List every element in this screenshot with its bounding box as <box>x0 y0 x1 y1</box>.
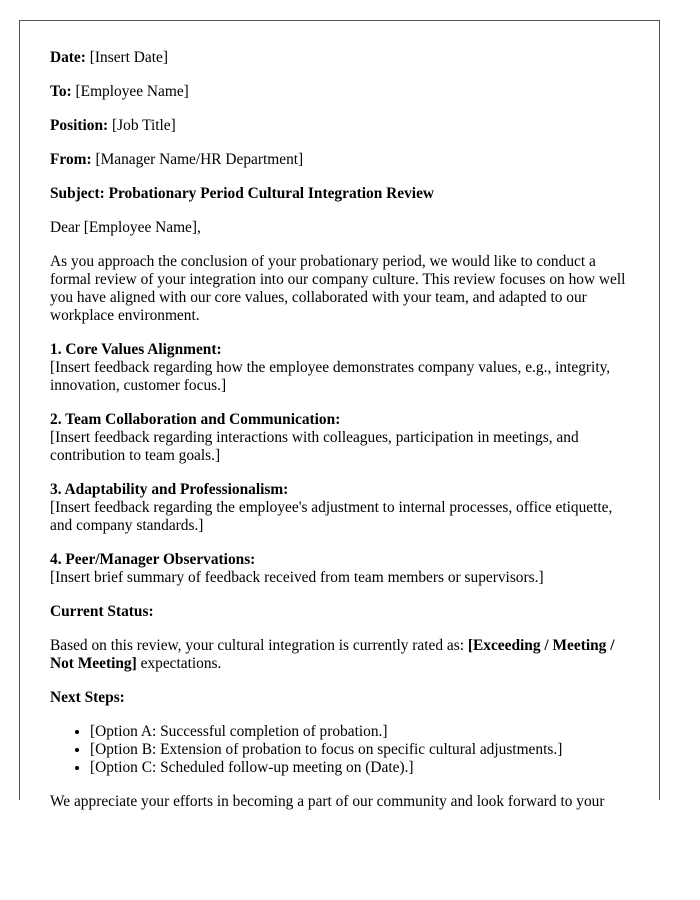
to-label: To: <box>50 83 72 100</box>
status-rating: [Exceeding / Meeting / Not Meeting] <box>50 637 615 672</box>
section-heading: 4. Peer/Manager Observations: <box>50 551 256 568</box>
current-status-text <box>50 637 635 673</box>
current-status-heading <box>50 603 635 621</box>
to-line <box>50 83 635 101</box>
date-label: Date: <box>50 49 86 66</box>
position-line <box>50 117 635 135</box>
intro-paragraph: As you approach the conclusion of your probationary period, we would like to conduct a formal review of your integration into our company culture. This review focuses on how well you have aligned with our core values, collaborated with your team, and adapted to our workplace environment. <box>50 253 626 324</box>
greeting: Dear [Employee Name], <box>50 219 201 236</box>
position-value: [Job Title] <box>112 117 176 134</box>
from-label: From: <box>50 151 92 168</box>
next-step-option-b: • [Option B: Extension of probation to focus on specific cultural adjustments.] <box>90 741 635 759</box>
subject-line <box>50 185 635 203</box>
status-prefix: Based on this review, your cultural integration is currently rated as: <box>50 637 468 654</box>
next-step-option-c: • [Option C: Scheduled follow-up meeting on (Date).] <box>90 759 635 777</box>
status-suffix: expectations. <box>136 655 222 672</box>
from-value: [Manager Name/HR Department] <box>95 151 304 168</box>
next-steps-list <box>50 723 635 777</box>
section-body: [Insert feedback regarding interactions with colleagues, participation in meetings, and contribution to team goals.] <box>50 429 579 464</box>
next-steps-heading-text: Next Steps: <box>50 689 125 706</box>
next-steps-heading <box>50 689 635 707</box>
date-line <box>50 49 635 67</box>
section-body: [Insert feedback regarding the employee's adjustment to internal processes, office etiquette, and company standards.] <box>50 499 613 534</box>
to-value: [Employee Name] <box>75 83 189 100</box>
section-body: [Insert brief summary of feedback received from team members or supervisors.] <box>50 569 544 586</box>
section-team-collaboration <box>50 411 635 465</box>
section-observations <box>50 551 635 587</box>
position-label: Position: <box>50 117 109 134</box>
next-step-option-a: • [Option A: Successful completion of probation.] <box>90 723 635 741</box>
date-value: [Insert Date] <box>89 49 168 66</box>
letter-page <box>19 20 660 810</box>
section-heading: 2. Team Collaboration and Communication: <box>50 411 341 428</box>
section-body: [Insert feedback regarding how the employee demonstrates company values, e.g., integrity, innovation, customer focus.] <box>50 359 611 394</box>
subject-text: Subject: Probationary Period Cultural Integration Review <box>50 185 435 202</box>
from-line <box>50 151 635 169</box>
section-core-values <box>50 341 635 395</box>
section-adaptability <box>50 481 635 535</box>
status-heading-text: Current Status: <box>50 603 154 620</box>
closing-paragraph: We appreciate your efforts in becoming a part of our community and look forward to your <box>50 793 605 810</box>
section-heading: 3. Adaptability and Professionalism: <box>50 481 289 498</box>
section-heading: 1. Core Values Alignment: <box>50 341 222 358</box>
letter-body <box>50 49 635 827</box>
